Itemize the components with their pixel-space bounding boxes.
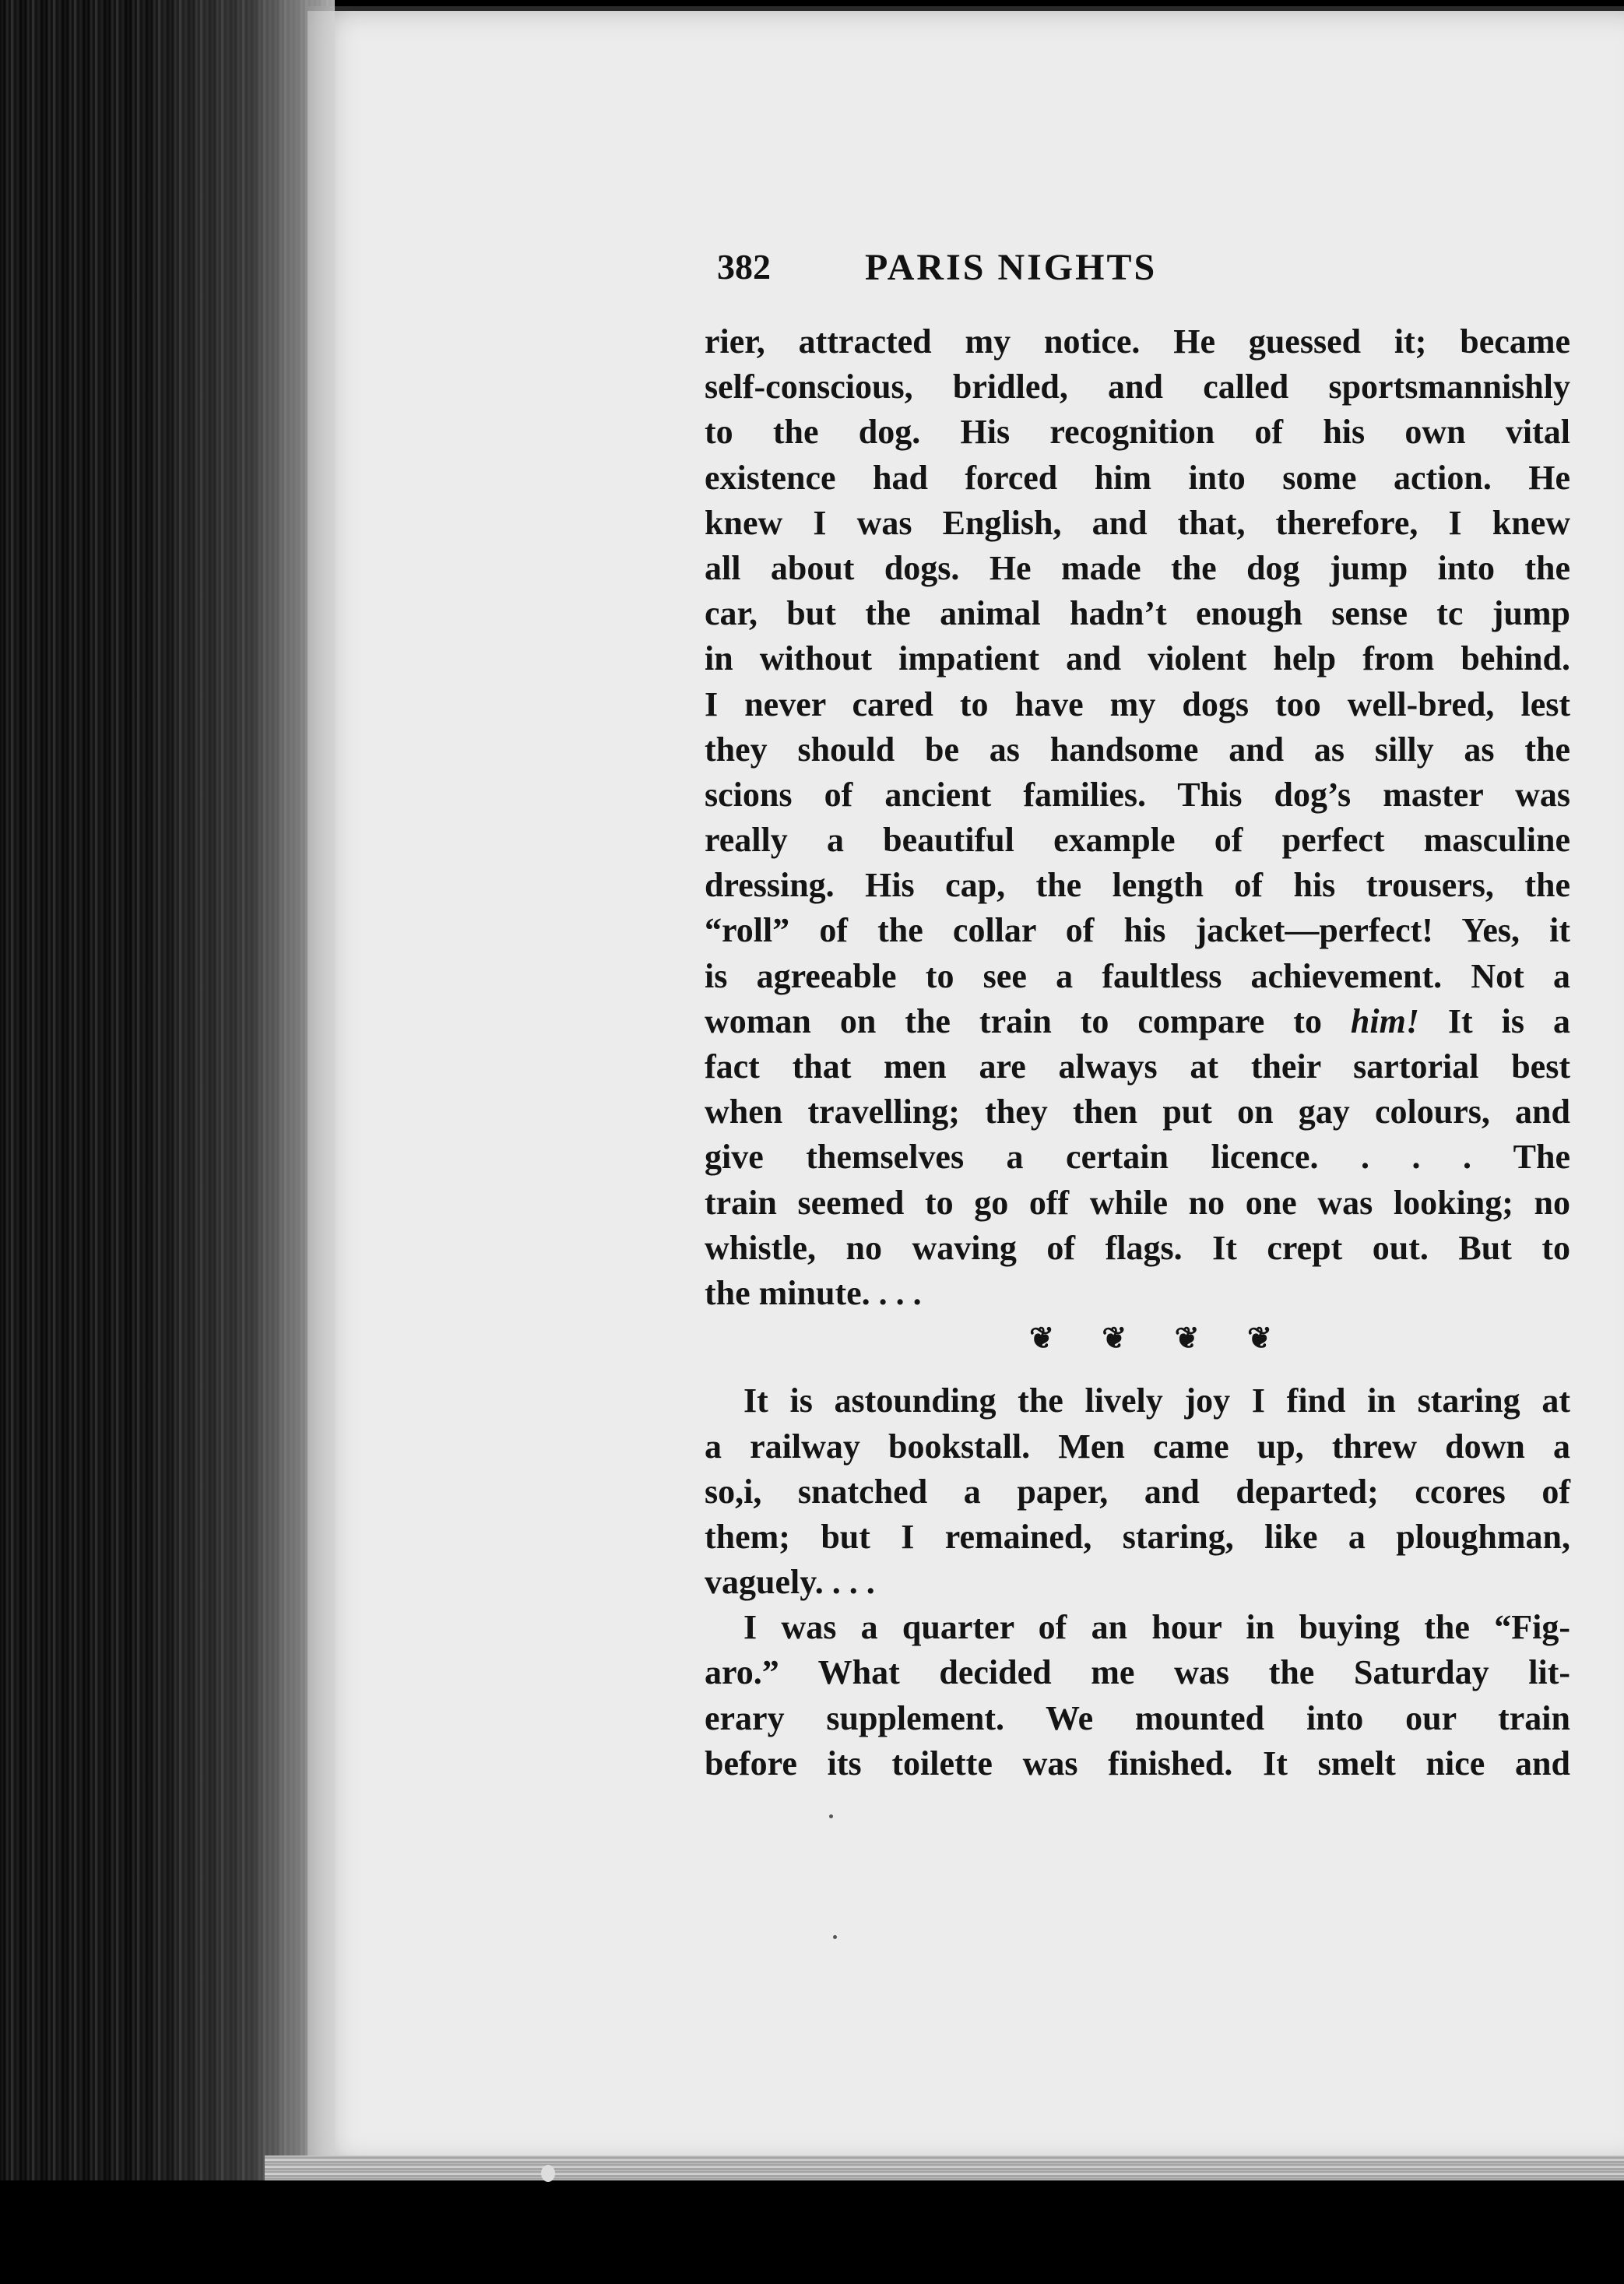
text-line: the minute. . . . bbox=[705, 1273, 922, 1312]
text-line: so,i, snatched a paper, and departed; ccores of bbox=[705, 1472, 1570, 1511]
running-head: PARIS NIGHTS bbox=[865, 247, 1158, 288]
text-line: I was a quarter of an hour in buying the “Fig- bbox=[743, 1608, 1570, 1647]
text-line: a railway bookstall. Men came up, threw down a bbox=[705, 1427, 1570, 1466]
dust-speck bbox=[829, 1814, 833, 1818]
text-line: dressing. His cap, the length of his trousers, the bbox=[705, 866, 1570, 905]
text-line: knew I was English, and that, therefore, I knew bbox=[705, 503, 1570, 542]
text-line: them; but I remained, staring, like a ploughman, bbox=[705, 1517, 1570, 1556]
text-line: whistle, no waving of flags. It crept out. But to bbox=[705, 1228, 1570, 1267]
body-text bbox=[705, 319, 1570, 1786]
text-line: rier, attracted my notice. He guessed it; became bbox=[705, 322, 1570, 361]
text-line: vaguely. . . . bbox=[705, 1563, 875, 1602]
spacer bbox=[705, 1361, 1570, 1378]
scan-background bbox=[0, 2180, 1624, 2284]
text-line: in without impatient and violent help from behind. bbox=[705, 639, 1570, 678]
text-line: really a beautiful example of perfect masculine bbox=[705, 821, 1570, 860]
text-line: train seemed to go off while no one was looking; no bbox=[705, 1183, 1570, 1222]
text-line: existence had forced him into some action. He bbox=[705, 458, 1570, 497]
text-line: It is astounding the lively joy I find in staring at bbox=[743, 1381, 1570, 1420]
text-line: give themselves a certain licence. . . . The bbox=[705, 1138, 1570, 1177]
text-line: to the dog. His recognition of his own vital bbox=[705, 413, 1570, 452]
italic-word: him! bbox=[1350, 1001, 1419, 1040]
text-line: I never cared to have my dogs too well-bred, lest bbox=[705, 684, 1570, 723]
section-break-ornament: ❦ ❦ ❦ ❦ bbox=[1029, 1322, 1292, 1356]
text-line: self-conscious, bridled, and called sportsmannishly bbox=[705, 368, 1570, 406]
text-line: they should be as handsome and as silly as the bbox=[705, 730, 1570, 769]
text-line: fact that men are always at their sartorial best bbox=[705, 1047, 1570, 1086]
text-line: erary supplement. We mounted into our train bbox=[705, 1698, 1570, 1737]
dust-speck bbox=[833, 1935, 837, 1939]
page-header bbox=[717, 246, 1566, 293]
page-number: 382 bbox=[717, 247, 771, 287]
dust-speck bbox=[541, 2165, 555, 2182]
text-run: woman on the train to compare to bbox=[705, 1001, 1351, 1040]
text-line: scions of ancient families. This dog’s master was bbox=[705, 775, 1570, 814]
text-line: all about dogs. He made the dog jump into the bbox=[705, 548, 1570, 587]
page-bottom-edge bbox=[265, 2156, 1624, 2180]
text-line: is agreeable to see a faultless achievement. Not a bbox=[705, 956, 1570, 995]
text-line: when travelling; they then put on gay colours, and bbox=[705, 1093, 1570, 1131]
text-run: It is a bbox=[1418, 1001, 1571, 1040]
text-line: car, but the animal hadn’t enough sense tc jump bbox=[705, 594, 1570, 633]
text-line: before its toilette was finished. It smelt nice and bbox=[705, 1744, 1570, 1783]
text-line: “roll” of the collar of his jacket—perfect! Yes, it bbox=[705, 911, 1570, 950]
text-line: aro.” What decided me was the Saturday lit- bbox=[705, 1653, 1570, 1692]
text-line-with-italic bbox=[705, 999, 1570, 1044]
page-gutter-shadow bbox=[140, 0, 335, 2284]
